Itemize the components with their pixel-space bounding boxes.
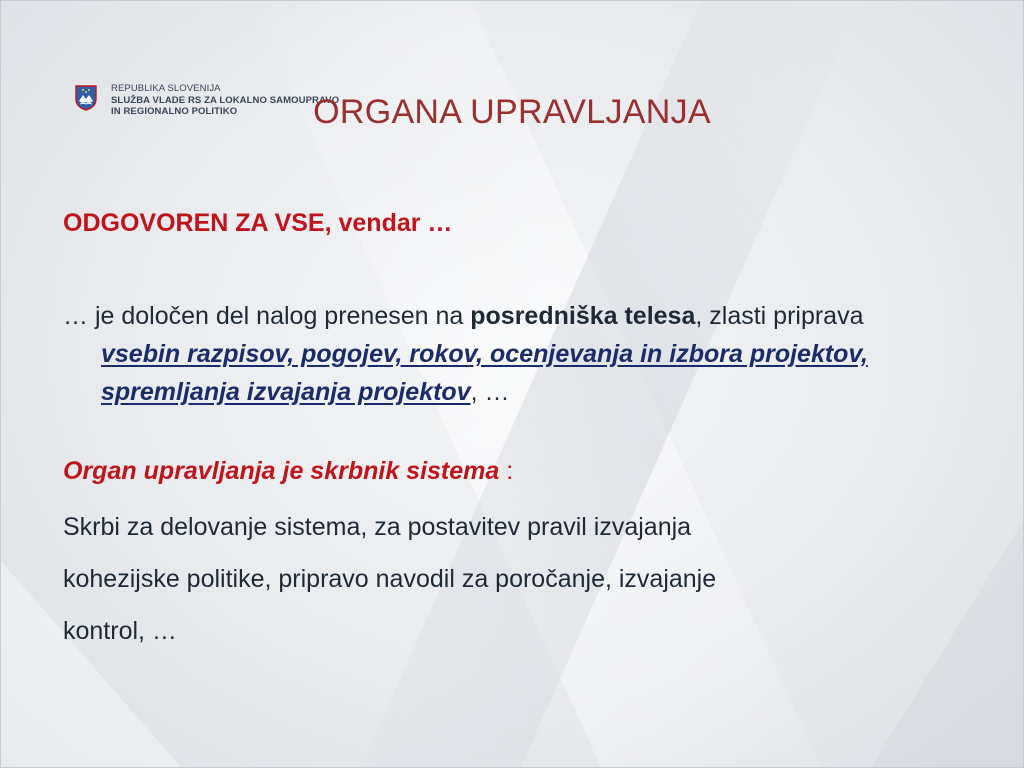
paragraph-text-1: … je določen del nalog prenesen na [63, 302, 471, 330]
logo-line-2: SLUŽBA VLADE RS ZA LOKALNO SAMOUPRAVO [111, 94, 340, 106]
logo-line-1: REPUBLIKA SLOVENIJA [111, 83, 221, 94]
slide-title: ORGANA UPRAVLJANJA [313, 93, 711, 131]
paragraph-bold-term: posredniška telesa [470, 302, 696, 330]
paragraph-intermediate-bodies [63, 297, 943, 411]
heading-system-custodian-emphasis: Organ upravljanja je skrbnik sistema [63, 457, 500, 485]
heading-system-custodian [63, 453, 943, 489]
heading-responsible: ODGOVOREN ZA VSE, vendar … [63, 209, 453, 237]
body-text [63, 501, 943, 657]
paragraph-text-2: , zlasti priprava [695, 302, 864, 330]
paragraph-text-3: , … [470, 378, 510, 406]
slide-content [63, 205, 943, 657]
body-line-1: Skrbi za delovanje sistema, za postavitev pravil izvajanja [63, 513, 692, 541]
heading-system-custodian-colon: : [499, 457, 514, 485]
body-line-3: kontrol, … [63, 617, 177, 645]
logo-line-3: IN REGIONALNO POLITIKO [111, 106, 238, 117]
body-line-2: kohezijske politike, pripravo navodil za poročanje, izvajanje [63, 565, 717, 593]
paragraph-link[interactable]: vsebin razpisov, pogojev, rokov, ocenjevanja in izbora projektov, spremljanja izvajanja projektov [101, 340, 868, 406]
